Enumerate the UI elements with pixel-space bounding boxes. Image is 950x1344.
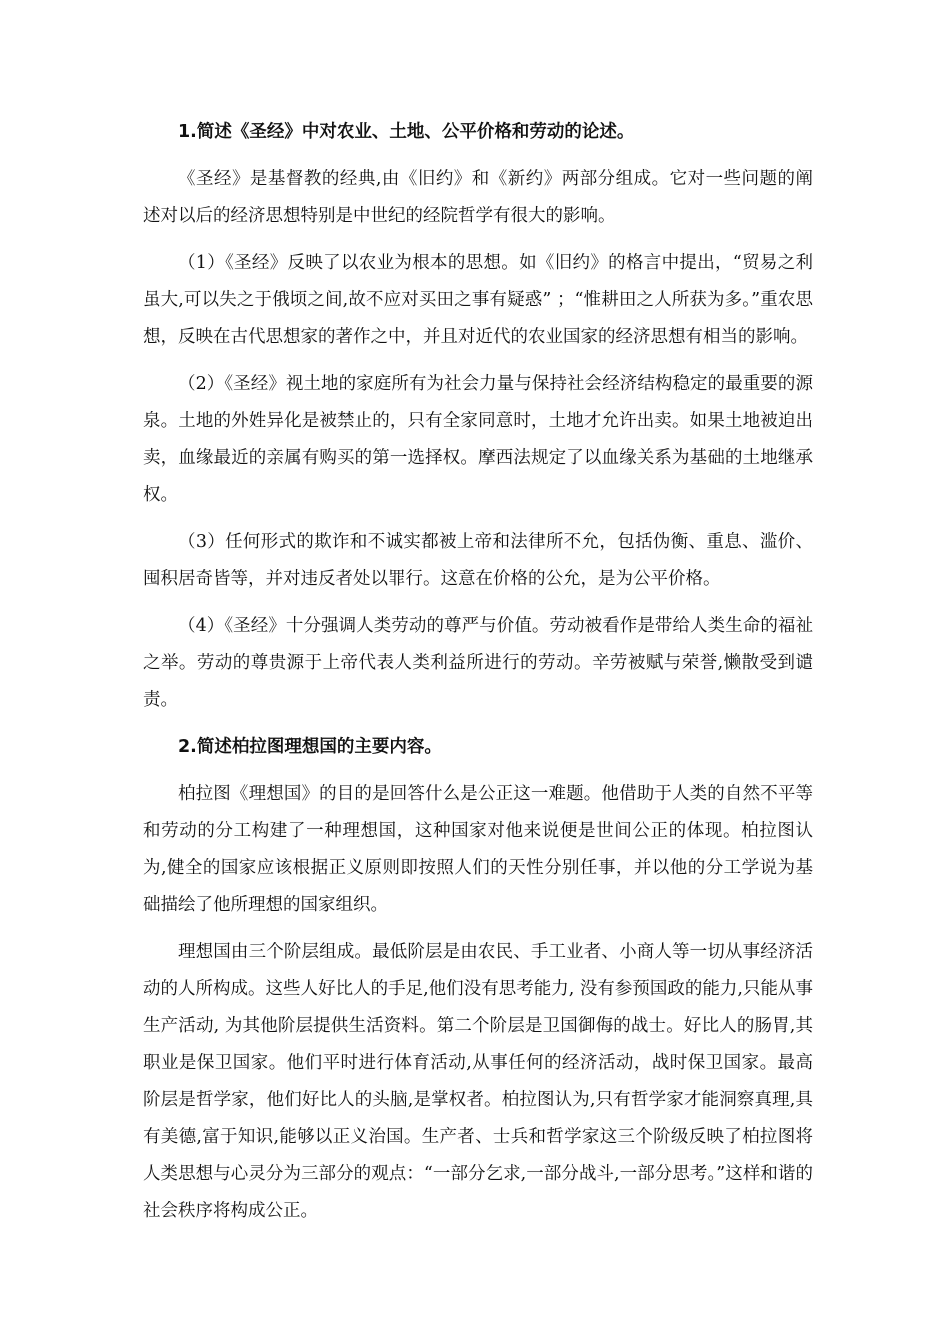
section-2-paragraph-purpose: 柏拉图《理想国》的目的是回答什么是公正这一难题。他借助于人类的自然不平等和劳动的分工构建了一种理想国，这种国家对他来说便是世间公正的体现。柏拉图认为,健全的国家应该根据正义原则即按照人们的天性分别任事，并以他的分工学说为基础描绘了他所理想的国家组织。 [143,784,813,915]
spacer [143,514,813,524]
spacer [143,924,813,934]
spacer [143,766,813,776]
spacer [143,151,813,161]
section-1-paragraph-agriculture: （1）《圣经》反映了以农业为根本的思想。如《旧约》的格言中提出，“贸易之利虽大,可以失之于俄顷之间,故不应对买田之事有疑惑” ；“惟耕田之人所获为多。”重农思想，反映在古代思想家的著作之中，并且对近代的农业国家的经济思想有相当的影响。 [143,253,813,347]
section-1-paragraph-land: （2）《圣经》视土地的家庭所有为社会力量与保持社会经济结构稳定的最重要的源泉。土地的外姓异化是被禁止的，只有全家同意时，土地才允许出卖。如果土地被迫出卖，血缘最近的亲属有购买的第一选择权。摩西法规定了以血缘关系为基础的土地继承权。 [143,374,813,505]
spacer [143,356,813,366]
spacer [143,598,813,608]
section-2-paragraph-classes: 理想国由三个阶层组成。最低阶层是由农民、手工业者、小商人等一切从事经济活动的人所构成。这些人好比人的手足,他们没有思考能力, 没有参预国政的能力,只能从事生产活动, 为其他阶层提供生活资料。第二个阶层是卫国御侮的战士。好比人的肠胃,其职业是保卫国家。他们平时进行体育活动,从事任何的经济活动，战时保卫国家。最高阶层是哲学家，他们好比人的头脑,是掌权者。柏拉图认为,只有哲学家才能洞察真理,具有美德,富于知识,能够以正义治国。生产者、士兵和哲学家这三个阶级反映了柏拉图将人类思想与心灵分为三部分的观点：“一部分乞求,一部分战斗,一部分思考。”这样和谐的社会秩序将构成公正。 [143,942,813,1221]
spacer [143,719,813,729]
section-2-heading: 2.简述柏拉图理想国的主要内容。 [178,737,442,757]
section-1-heading: 1.简述《圣经》中对农业、土地、公平价格和劳动的论述。 [178,122,635,142]
document-body [143,114,813,1230]
spacer [143,235,813,245]
section-1-paragraph-fair-price: （3）任何形式的欺诈和不诚实都被上帝和法律所不允，包括伪衡、重息、滥价、囤积居奇皆等，并对违反者处以罪行。这意在价格的公允，是为公平价格。 [143,532,813,589]
section-1-paragraph-labor: （4）《圣经》十分强调人类劳动的尊严与价值。劳动被看作是带给人类生命的福祉之举。劳动的尊贵源于上帝代表人类利益所进行的劳动。辛劳被赋与荣誉,懒散受到谴责。 [143,616,813,710]
section-1-paragraph-intro: 《圣经》是基督教的经典,由《旧约》和《新约》两部分组成。它对一些问题的阐述对以后的经济思想特别是中世纪的经院哲学有很大的影响。 [143,169,813,226]
